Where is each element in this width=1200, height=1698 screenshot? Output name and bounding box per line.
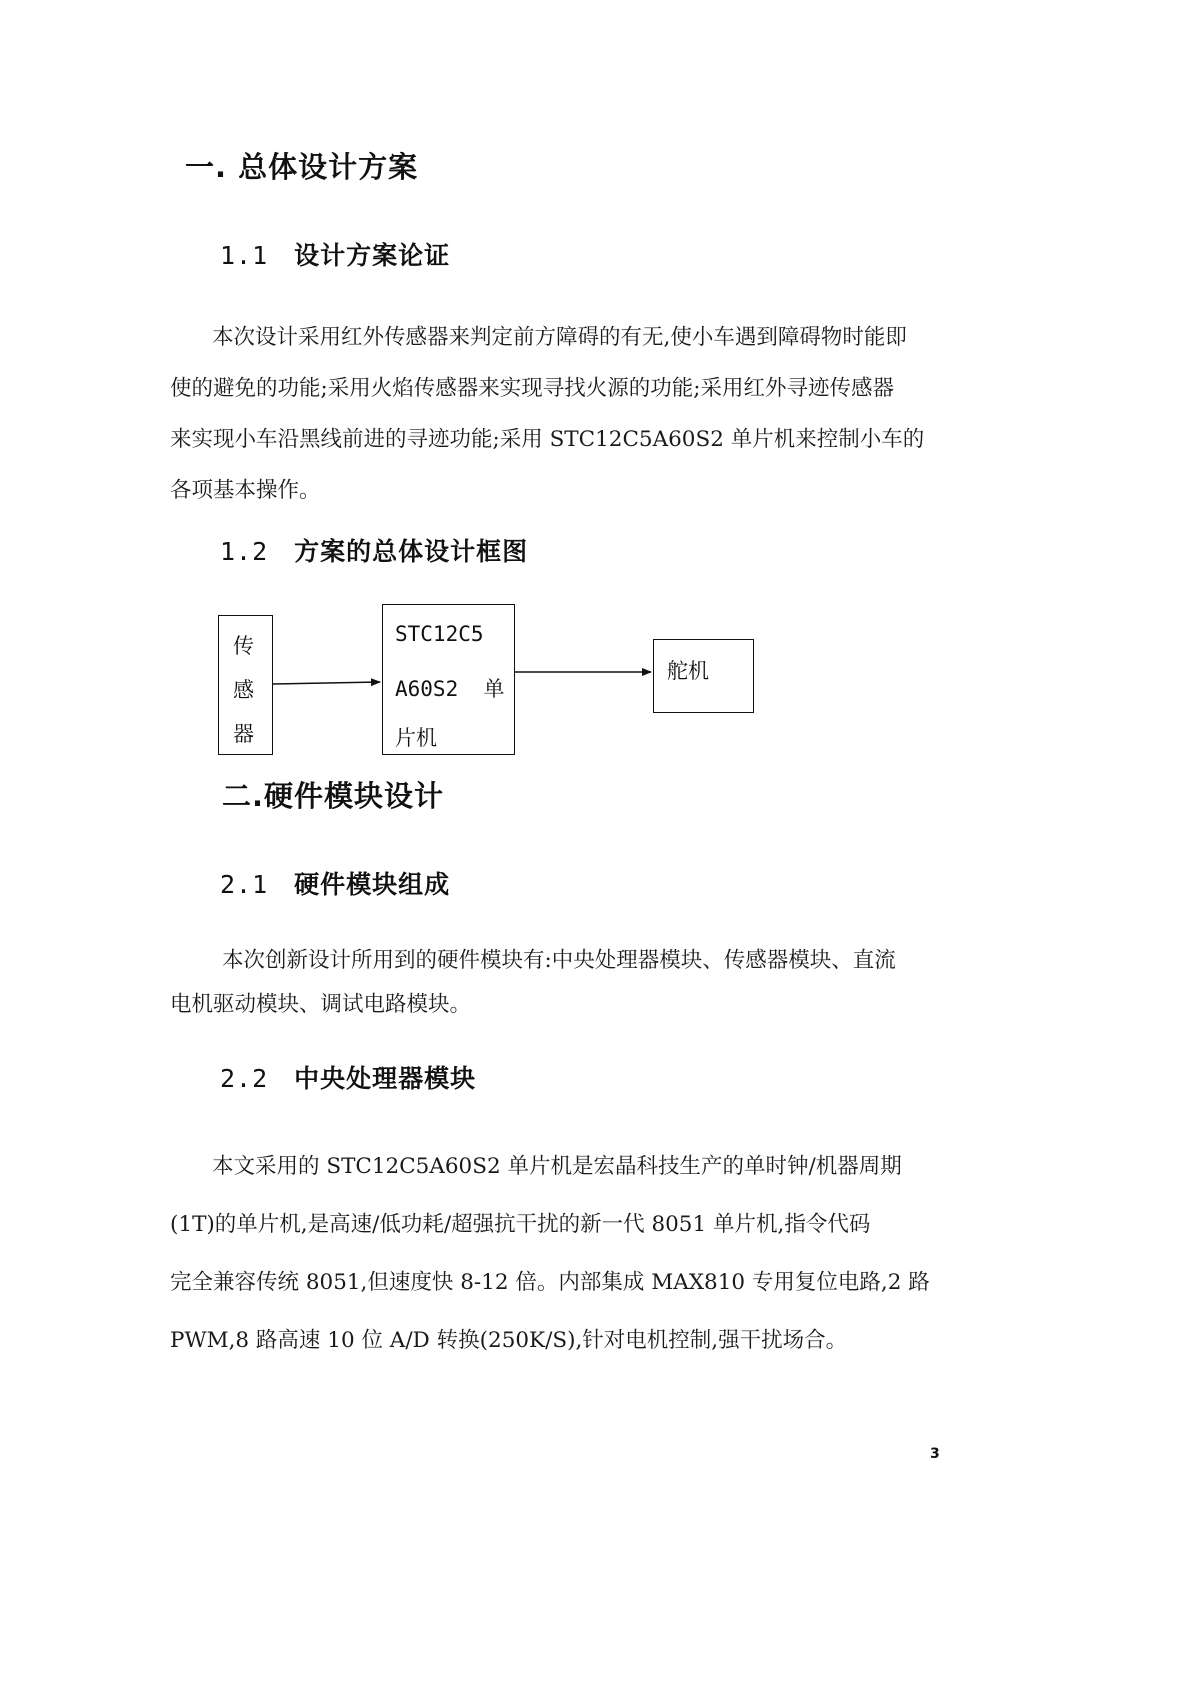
- sensor-label-3: 器: [233, 722, 254, 746]
- paragraph-line: PWM,8 路高速 10 位 A/D 转换(250K/S),针对电机控制,强干扰场合。: [170, 1328, 848, 1353]
- paragraph-line: 来实现小车沿黑线前进的寻迹功能;采用 STC12C5A60S2 单片机来控制小车的: [170, 427, 925, 452]
- servo-label: 舵机: [667, 659, 709, 683]
- paragraph-line: (1T)的单片机,是高速/低功耗/超强抗干扰的新一代 8051 单片机,指令代码: [170, 1212, 871, 1237]
- sensor-label-1: 传: [233, 634, 254, 658]
- page-number: 3: [930, 1446, 940, 1462]
- subsection-number: 2.1: [220, 870, 269, 899]
- subsection-title: 设计方案论证: [294, 241, 451, 270]
- sensor-label-2: 感: [233, 678, 254, 702]
- mcu-label-2-text: A60S2 单: [395, 677, 505, 701]
- paragraph-line: 使的避免的功能;采用火焰传感器来实现寻找火源的功能;采用红外寻迹传感器: [170, 376, 894, 401]
- paragraph-line: 完全兼容传统 8051,但速度快 8-12 倍。内部集成 MAX810 专用复位电路,2 路: [170, 1270, 930, 1295]
- subsection-2-1-heading: [220, 865, 450, 901]
- mcu-label-1: STC12C5: [395, 622, 484, 646]
- diagram-arrows: [0, 0, 1200, 800]
- paragraph-line: 本文采用的 STC12C5A60S2 单片机是宏晶科技生产的单时钟/机器周期: [212, 1154, 902, 1179]
- section-2-heading: 二.硬件模块设计: [222, 779, 445, 813]
- paragraph-line: 电机驱动模块、调试电路模块。: [170, 992, 472, 1017]
- paragraph-cpu-module: [170, 1138, 950, 1370]
- subsection-number: 1.1: [220, 241, 269, 270]
- subsection-number: 1.2: [220, 537, 269, 566]
- arrow-sensor-to-mcu: [273, 682, 380, 684]
- subsection-2-2-heading: [220, 1059, 476, 1095]
- mcu-label-3: 片机: [395, 726, 437, 750]
- subsection-title: 方案的总体设计框图: [294, 537, 529, 566]
- paragraph-hardware-modules: [170, 939, 950, 1027]
- subsection-number: 2.2: [220, 1064, 269, 1093]
- paragraph-line: 各项基本操作。: [170, 478, 321, 503]
- subsection-title: 中央处理器模块: [294, 1064, 477, 1093]
- section-1-heading: 一. 总体设计方案: [185, 150, 419, 184]
- paragraph-line: 本次设计采用红外传感器来判定前方障碍的有无,使小车遇到障碍物时能即: [212, 325, 907, 350]
- paragraph-line: 本次创新设计所用到的硬件模块有:中央处理器模块、传感器模块、直流: [222, 948, 896, 973]
- subsection-title: 硬件模块组成: [294, 870, 451, 899]
